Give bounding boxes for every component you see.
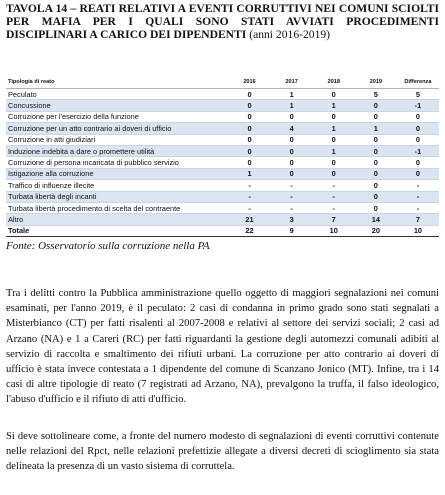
value-cell: - xyxy=(397,191,439,202)
offense-type-cell: Altro xyxy=(6,214,229,225)
value-cell: 0 xyxy=(271,145,313,156)
table-row xyxy=(6,168,439,179)
value-cell: 0 xyxy=(355,100,397,111)
value-cell: - xyxy=(229,191,271,202)
value-cell: - xyxy=(229,202,271,213)
value-cell: 0 xyxy=(313,111,355,122)
value-cell: 0 xyxy=(271,168,313,179)
total-value-cell: 9 xyxy=(271,225,313,236)
offense-type-cell: Turbata libertà procedimento di scelta del contraente xyxy=(6,202,229,213)
value-cell: 0 xyxy=(271,111,313,122)
table-row xyxy=(6,145,439,156)
value-cell: 0 xyxy=(229,100,271,111)
value-cell: 14 xyxy=(355,214,397,225)
header-2017: 2017 xyxy=(271,76,313,89)
value-cell: - xyxy=(397,202,439,213)
value-cell: 0 xyxy=(397,134,439,145)
value-cell: 0 xyxy=(397,123,439,134)
value-cell: 0 xyxy=(313,168,355,179)
value-cell: 0 xyxy=(355,145,397,156)
value-cell: 0 xyxy=(229,111,271,122)
value-cell: 5 xyxy=(355,89,397,100)
offenses-table xyxy=(6,76,439,237)
table-row xyxy=(6,180,439,191)
value-cell: - xyxy=(397,180,439,191)
value-cell: 0 xyxy=(313,89,355,100)
table-row xyxy=(6,89,439,100)
caption-years: (anni 2016-2019) xyxy=(249,28,331,42)
table-row xyxy=(6,123,439,134)
value-cell: - xyxy=(271,202,313,213)
offense-type-cell: Turbata libertà degli incanti xyxy=(6,191,229,202)
value-cell: 5 xyxy=(397,89,439,100)
value-cell: 0 xyxy=(229,145,271,156)
caption-main: TAVOLA 14 – REATI RELATIVI A EVENTI CORRUTTIVI NEI COMUNI SCIOLTI PER MAFIA PER I QUALI SONO STATI AVVIATI PROCEDIMENTI DISCIPLINARI A CARICO DEI DIPENDENTI xyxy=(6,2,439,42)
value-cell: - xyxy=(271,180,313,191)
value-cell: 0 xyxy=(313,157,355,168)
value-cell: 0 xyxy=(313,134,355,145)
value-cell: 0 xyxy=(229,123,271,134)
table-row xyxy=(6,134,439,145)
table-row xyxy=(6,100,439,111)
header-2019: 2019 xyxy=(355,76,397,89)
value-cell: 0 xyxy=(229,89,271,100)
value-cell: 0 xyxy=(355,180,397,191)
value-cell: 0 xyxy=(355,191,397,202)
value-cell: 3 xyxy=(271,214,313,225)
offense-type-cell: Corruzione per l'esercizio della funzione xyxy=(6,111,229,122)
total-row xyxy=(6,225,439,236)
table-row xyxy=(6,111,439,122)
value-cell: 1 xyxy=(271,100,313,111)
header-2018: 2018 xyxy=(313,76,355,89)
offense-type-cell: Peculato xyxy=(6,89,229,100)
value-cell: 21 xyxy=(229,214,271,225)
offense-type-cell: Traffico di influenze illecite xyxy=(6,180,229,191)
value-cell: 0 xyxy=(355,111,397,122)
value-cell: 0 xyxy=(229,134,271,145)
offense-type-cell: Induzione indebita a dare o promettere utilità xyxy=(6,145,229,156)
body-paragraph: Si deve sottolineare come, a fronte del numero modesto di segnalazioni di eventi corruttivi contenute nelle relazioni del Rpct, nelle relazioni prefettizie allegate a diversi decreti di scioglimento sia stata delineata la presenza di un vasto sistema di corruttela. xyxy=(6,431,439,473)
value-cell: 1 xyxy=(229,168,271,179)
source-note: Fonte: Osservatorio sulla corruzione nella PA xyxy=(6,240,210,252)
table-caption xyxy=(6,2,439,42)
offense-type-cell: Istigazione alla corruzione xyxy=(6,168,229,179)
value-cell: - xyxy=(271,191,313,202)
table-header-row xyxy=(6,76,439,89)
table-row xyxy=(6,202,439,213)
value-cell: 0 xyxy=(229,157,271,168)
value-cell: - xyxy=(229,180,271,191)
table-row xyxy=(6,214,439,225)
value-cell: - xyxy=(313,202,355,213)
value-cell: 1 xyxy=(313,100,355,111)
total-value-cell: 22 xyxy=(229,225,271,236)
value-cell: 0 xyxy=(271,157,313,168)
value-cell: - xyxy=(313,180,355,191)
value-cell: 0 xyxy=(397,111,439,122)
value-cell: 0 xyxy=(397,168,439,179)
value-cell: -1 xyxy=(397,100,439,111)
body-paragraph: Tra i delitti contro la Pubblica amministrazione quello oggetto di maggiori segnalazioni nei comuni esaminati, per l'anno 2019, è il peculato: 2 casi di condanna in primo grado sono stati segnalati a Misterbianco (CT) per fatti risalenti al 2007-2008 e relativi al settore dei servizi sociali; 2 casi ad Arzano (NA) e 1 a Careri (RC) per fatti riguardanti la gestione degli automezzi comunali adibiti al servizio di raccolta e smaltimento dei rifiuti urbani. La corruzione per atto contrario ai doveri di ufficio è stata invece contestata a 1 dipendente del comune di Scanzano Jonico (MT). Infine, tra i 14 casi di altre tipologie di reato (7 registrati ad Arzano, NA), prevalgono la truffa, il falso ideologico, l'abuso d'ufficio e il rifiuto di atti d'ufficio. xyxy=(6,288,439,406)
total-label: Totale xyxy=(6,225,229,236)
header-2016: 2016 xyxy=(229,76,271,89)
value-cell: - xyxy=(313,191,355,202)
value-cell: 0 xyxy=(355,168,397,179)
value-cell: 0 xyxy=(271,134,313,145)
offense-type-cell: Corruzione di persona incaricata di pubblico servizio xyxy=(6,157,229,168)
value-cell: -1 xyxy=(397,145,439,156)
offense-type-cell: Corruzione in atti giudiziari xyxy=(6,134,229,145)
offense-type-cell: Corruzione per un atto contrario ai doveri di ufficio xyxy=(6,123,229,134)
value-cell: 1 xyxy=(313,145,355,156)
value-cell: 0 xyxy=(397,157,439,168)
value-cell: 1 xyxy=(313,123,355,134)
value-cell: 0 xyxy=(355,202,397,213)
value-cell: 4 xyxy=(271,123,313,134)
total-value-cell: 10 xyxy=(313,225,355,236)
total-value-cell: 20 xyxy=(355,225,397,236)
value-cell: 0 xyxy=(355,134,397,145)
table-row xyxy=(6,157,439,168)
header-difference: Differenza xyxy=(397,76,439,89)
header-type: Tipologia di reato xyxy=(6,76,229,89)
value-cell: 7 xyxy=(397,214,439,225)
value-cell: 0 xyxy=(355,157,397,168)
offense-type-cell: Concussione xyxy=(6,100,229,111)
value-cell: 1 xyxy=(271,89,313,100)
total-value-cell: 10 xyxy=(397,225,439,236)
value-cell: 1 xyxy=(355,123,397,134)
value-cell: 7 xyxy=(313,214,355,225)
table-row xyxy=(6,191,439,202)
